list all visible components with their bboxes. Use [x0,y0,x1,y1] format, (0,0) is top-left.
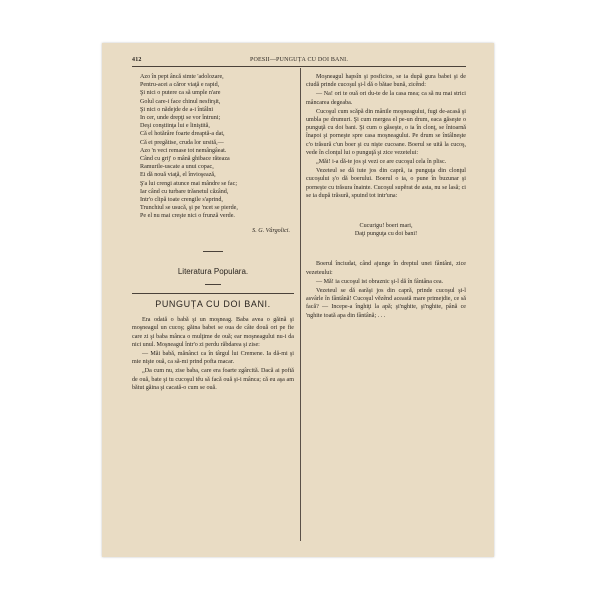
section-separator [203,251,223,252]
story-text-right-b [306,260,466,319]
running-title: POESII—PUNGUȚA CU DOI BANI. [249,57,349,63]
poem-line: Trunchiul se usucă, şi pe 'ncet se pierde, [140,205,238,212]
paragraph: Cucoşul cum scăpă din mânile moşneagului, fugi de-acasă şi umbla pe drumuri. Şi cum mergea el pe-un drum, eaca găseşte o punguţă cu doi bani. Şi cum o găseşte, o ia în clonţ, se întoarnă înapoi şi porneşte spre casa moşneagului. Pe drum se întâlneşte c'o trăsură c'un boer şi cu nişte cucoane. Boerul se uită la cucoş, vede în clonţul lui o punguţă şi zice vezetelui: [306,108,466,156]
poem-line: Că el hotărâre foarte dreaptă-a dat, [140,131,225,138]
story-title: PUNGUȚA CU DOI BANI. [155,299,271,310]
poem-line: Ş'a lui crengi atunce mai mândre se fac; [140,180,238,187]
poem-line: Deşi conştiinţa lui e liniştită, [140,123,210,130]
poem-line: Pentru-acei a căror viaţă e rapid, [140,82,220,89]
paragraph: Boerul înciudat, când ajunge în dreptul unei fântâni, zice vezeteului: [306,261,466,276]
poem-line: Şi nici o putere ca să umple n'are [140,90,221,97]
poem-line: Ei dă nouă viaţă, el învioşează, [140,172,216,179]
verse-line: Cucurigu! boeri mari, [359,223,413,230]
right-column [306,73,466,321]
poem-line: Golul care-i face chinul nesfirşit, [140,98,221,105]
poem-line: Că ei pregătise, cruda lor ursită,— [140,139,224,146]
section-title: Literatura Populara. [177,266,249,276]
paragraph: — Măi babă, mănânci ca în târgul lui Cremene. Ia dă-mi şi mie nişte ouă, ca să-mi prind pofta macar. [132,351,294,366]
paragraph: „Da cum nu, zise baba, care era foarte zgârcită. Dacă ai poftă de ouă, bate şi tu cucoşul tĕu să facă ouă şi-i mânca; că eu aşa am bătut găina şi cacată-o cum se ouă. [132,368,294,391]
poem-line: Azo 'n veci remase tot nemângâeat. [140,147,227,154]
verse-line: Daţi punguţa cu doi bani! [354,231,418,238]
poem-line: In cer, unde drepţi se vor întruni; [140,115,221,122]
page-number: 412 [132,57,142,63]
document-page [102,43,494,557]
story-text-left [132,316,294,392]
left-column [132,73,294,393]
poem-line: Ramurile-uscate a unui copac, [140,164,214,171]
paragraph: — Na! ori te ouă ori du-te de la casa mea; ca să nu mai strici mâncarea degeaba. [306,91,466,106]
story-text-right-a [306,73,466,200]
poem-line: Azo în pept âncă simte 'adolozare, [140,74,224,80]
paragraph: Vezeteul se dă earăşi jos din capră, prinde cucoşul şi-l asvârle în fântână! Cucoşul vĕzênd această mare primejdie, ce să facă? — Incepe-a înghiţi la apă; şi'nghite, şi'nghite, până ce 'nghite toată apa din fântână; . . . [306,288,466,319]
poem-line: Pe el nu mai creşte nici o frunză verde. [140,213,235,220]
section-separator-small [205,284,221,285]
poem-line: Şi nici o nădejde de a-i întâlni [140,106,214,113]
story-top-rule [132,293,294,294]
paragraph: Vezeteul se dă iute jos din capră, ia punguţa din clonţul cucoşului ş'o dă boerului. Boerul o ia, o pune în buzunar şi porneşte cu trăsura înainte. Cucoşul supĕrat de asta, nu se lasă; ci se ia după trăsură, spuind tot intr'una: [306,168,466,199]
poem [140,73,294,221]
poem-line: Iar când cu turbare trăsnetul căzând, [140,188,229,195]
poem-line: Când cu grij' o mână ghibace răteaza [140,156,230,163]
verse [306,222,466,238]
header-rule [132,66,466,67]
poem-signature: S. G. Vârgolici. [252,227,290,234]
column-divider [300,68,301,541]
poem-line: Intr'o clipă toate crengile s'aprind, [140,197,223,204]
paragraph: — Mă! ia cucoşul ist obraznic şi-l dă în fântâna cea. [316,278,444,285]
paragraph: Moşneagul hapsîn şi posficios, se ia după gura babei şi de ciudă prinde cucoşul şi-l dă o bătae bună, zicênd: [306,74,466,89]
paragraph: „Măi! i-a dă-te jos şi vezi ce are cucoşul cela în plisc. [316,159,447,166]
paragraph: Era odată o babă şi un moşneag. Baba avea o găină şi moşneagul un cucoş; găina babei se oua de câte două ori pe fie care zi şi baba mânca o mulţime de ouă; ear moşneagului nu-i da nici unul. Moşneagul într'o zi perdu răbdarea şi zise: [132,317,294,348]
